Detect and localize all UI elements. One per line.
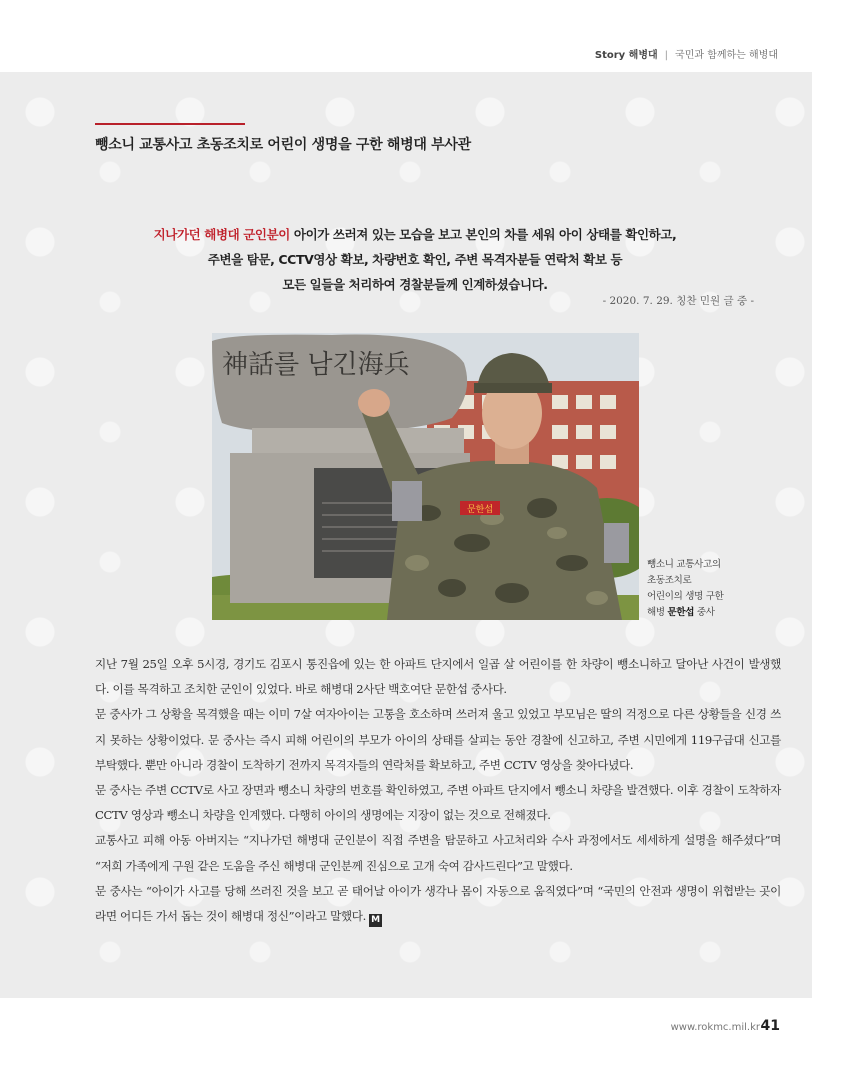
article-title: 뺑소니 교통사고 초동조치로 어린이 생명을 구한 해병대 부사관 xyxy=(95,137,471,153)
caption-line-4 xyxy=(647,605,723,621)
footer-url: www.rokmc.mil.kr xyxy=(670,1022,760,1033)
caption-suffix: 중사 xyxy=(694,607,715,618)
header-separator: | xyxy=(664,50,669,61)
article-photo xyxy=(212,333,639,620)
caption-prefix: 해병 xyxy=(647,607,668,618)
caption-name: 문한섭 xyxy=(667,607,695,618)
photo-caption xyxy=(647,557,723,621)
body-paragraph-last xyxy=(95,879,781,929)
body-paragraph: 문 중사가 그 상황을 목격했을 때는 이미 7살 여자아이는 고통을 호소하며 쓰러져 울고 있었고 부모님은 딸의 걱정으로 다른 상황들을 신경 쓰지 못하는 상황이었다. 문 중사는 즉시 피해 어린이의 부모가 아이의 상태를 살피는 동안 경찰에 신고하고, 주변 시민에게 119구급대 신고를 부탁했다. 뿐만 아니라 경찰이 도착하기 전까지 목격자들의 연락처를 확보하고, 주변 CCTV 영상을 찾아다녔다. xyxy=(95,707,781,772)
caption-line-2: 초동조치로 xyxy=(647,575,692,586)
quote-highlight: 지나가던 해병대 군인분이 xyxy=(153,227,290,242)
name-tag: 문한섭 xyxy=(466,505,494,515)
article-body xyxy=(95,652,781,929)
caption-line-3: 어린이의 생명 구한 xyxy=(647,591,724,602)
caption-line-1: 뺑소니 교통사고의 xyxy=(647,559,721,570)
body-paragraph: 문 중사는 주변 CCTV로 사고 장면과 뺑소니 차량의 번호를 확인하였고, 주변 아파트 단지에서 뺑소니 차량을 발견했다. 이후 경찰이 도착하자 CCTV 영상과 뺑소니 차량을 인계했다. 다행히 아이의 생명에는 지장이 없는 것으로 전해졌다. xyxy=(95,783,781,823)
last-paragraph-text: 문 중사는 “아이가 사고를 당해 쓰러진 것을 보고 곧 태어날 아이가 생각나 몸이 자동으로 움직였다”며 “국민의 안전과 생명이 위협받는 곳이라면 어디든 가서 돕는 것이 해병대 정신”이라고 말했다. xyxy=(95,883,781,924)
page-number: 41 xyxy=(760,1018,780,1034)
quote-line-1 xyxy=(95,222,735,247)
quote-source: - 2020. 7. 29. 칭찬 민원 글 중 - xyxy=(602,295,754,307)
header-section: Story 해병대 xyxy=(594,50,658,61)
running-header xyxy=(595,46,778,61)
quote-line-2: 주변을 탐문, CCTV영상 확보, 차량번호 확인, 주변 목격자분들 연락처 확보 등 xyxy=(207,252,623,267)
body-paragraph: 지난 7월 25일 오후 5시경, 경기도 김포시 통진읍에 있는 한 아파트 단지에서 일곱 살 어린이를 한 차량이 뺑소니하고 달아난 사건이 발생했다. 이를 목격하고 조치한 군인이 있었다. 바로 해병대 2사단 백호여단 문한섭 중사다. xyxy=(95,657,781,697)
end-mark-icon: M xyxy=(369,914,382,927)
title-rule xyxy=(95,123,245,125)
quote-line-1-rest: 아이가 쓰러져 있는 모습을 보고 본인의 차를 세워 아이 상태를 확인하고, xyxy=(289,227,677,242)
monument-inscription: 神話를 남긴海兵 xyxy=(222,350,410,380)
pull-quote xyxy=(95,222,735,297)
header-category: 국민과 함께하는 해병대 xyxy=(675,50,778,61)
photo-illustration xyxy=(212,333,639,620)
quote-line-3: 모든 일들을 처리하여 경찰분들께 인계하셨습니다. xyxy=(282,277,548,292)
body-paragraph: 교통사고 피해 아동 아버지는 “지나가던 해병대 군인분이 직접 주변을 탐문하고 사고처리와 수사 과정에서도 세세하게 설명을 해주셨다”며 “저희 가족에게 구원 같은 도움을 주신 해병대 군인분께 진심으로 고개 숙여 감사드린다”고 말했다. xyxy=(95,833,781,873)
